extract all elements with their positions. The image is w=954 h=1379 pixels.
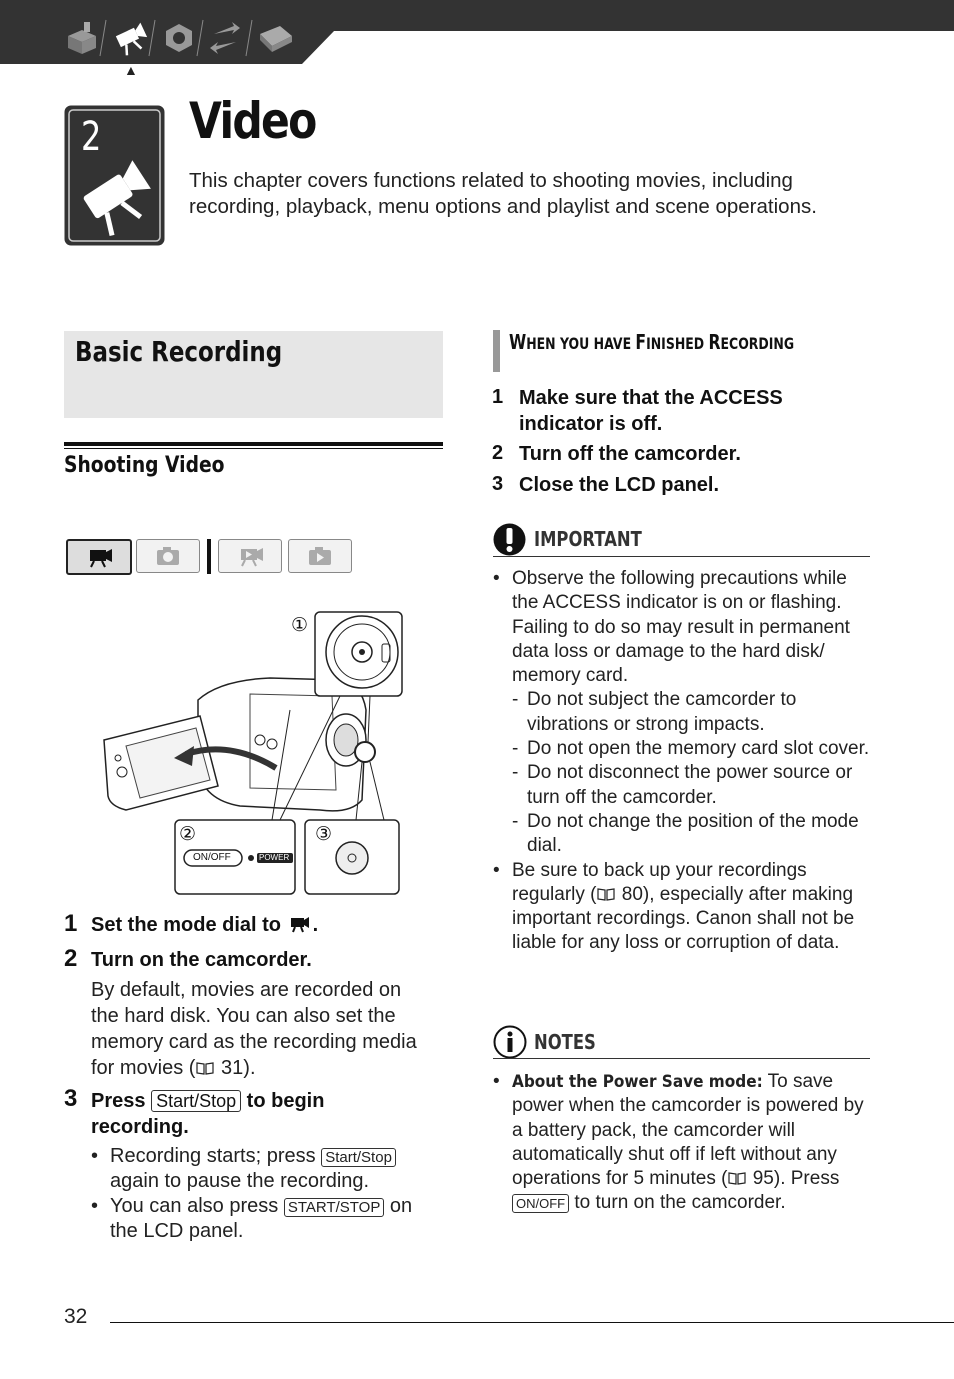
finished-step-3-number: 3 — [492, 473, 504, 495]
callout-3-label: ③ — [315, 824, 333, 845]
heading-bar — [493, 330, 500, 372]
mode-photo-playback — [288, 539, 352, 573]
important-title: IMPORTANT — [534, 527, 642, 551]
list-item: • Recording starts; press Start/Stop again to pause the recording. — [91, 1144, 451, 1194]
finished-step-2-text: Turn off the camcorder. — [519, 443, 741, 465]
list-item: • You can also press START/STOP on the LCD panel. — [91, 1194, 451, 1244]
finished-step-1-text: Make sure that the ACCESS indicator is off. — [519, 387, 783, 435]
movie-record-icon — [68, 541, 130, 573]
section-title: Basic Recording — [75, 335, 283, 368]
chapter-description: This chapter covers functions related to shooting movies, including recording, playback, menu options and playlist and scene operations. — [189, 169, 817, 218]
callout-2-label: ② — [179, 824, 197, 845]
mode-separator — [207, 539, 211, 574]
finished-step-2-number: 2 — [492, 442, 504, 464]
current-tab-indicator: ▲ — [124, 62, 138, 78]
notes-rule — [493, 1058, 870, 1059]
list-item: - Do not change the position of the mode dial. — [512, 810, 871, 859]
step-3-text: Press Start/Stop to begin recording. — [91, 1090, 325, 1138]
notes-title: NOTES — [534, 1030, 596, 1054]
finished-recording-heading: WHEN YOU HAVE FINISHED RECORDING — [509, 330, 795, 354]
page-reference-icon — [195, 1061, 215, 1075]
footer-rule — [110, 1322, 954, 1323]
important-rule — [493, 556, 870, 557]
callout-1-label: ① — [291, 615, 309, 636]
chapter-number: 2 — [81, 114, 102, 160]
page-reference-icon — [596, 887, 616, 901]
photo-icon[interactable] — [162, 22, 196, 54]
list-item: • Observe the following precautions while the ACCESS indicator is on or flashing. Failing to do so may result in permanent data loss or damage to the hard disk/ memory card. - Do not subject the camcorder to vibrations or strong impacts. - Do not open the memory card slot cover. - Do not disconnect the power source or turn off the camcorder. - Do not change the position of the mode dial. — [493, 567, 871, 859]
finished-step-3-text: Close the LCD panel. — [519, 474, 720, 496]
video-camera-icon[interactable] — [112, 20, 150, 56]
subsection-title: Shooting Video — [64, 453, 225, 478]
list-item: - Do not subject the camcorder to vibrations or strong impacts. — [512, 688, 871, 737]
mode-movie-record — [66, 539, 132, 575]
power-label: POWER — [259, 853, 290, 862]
lcd-start-stop-key: START/STOP — [284, 1198, 385, 1217]
step-1-number: 1 — [64, 910, 78, 937]
mode-photo-record — [136, 539, 200, 573]
subsection-rule — [64, 442, 443, 446]
intro-box-icon[interactable] — [64, 20, 100, 56]
start-stop-key: Start/Stop — [151, 1090, 241, 1112]
movie-mode-icon — [287, 914, 313, 934]
chapter-title: Video — [189, 92, 316, 150]
step-2-text: Turn on the camcorder. — [91, 949, 312, 971]
step-3-bullets — [91, 1144, 451, 1244]
start-stop-key: Start/Stop — [321, 1148, 396, 1167]
list-item: - Do not open the memory card slot cover. — [512, 737, 871, 761]
notes-info-icon — [493, 1025, 527, 1059]
camera-icon — [137, 540, 199, 572]
subsection-rule-thin — [64, 448, 443, 449]
important-icon — [493, 523, 526, 556]
onoff-button-label: ON/OFF — [193, 852, 231, 863]
notes-list — [493, 1070, 871, 1216]
external-connections-icon[interactable] — [208, 20, 242, 56]
book-icon[interactable] — [256, 22, 296, 54]
step-3-number: 3 — [64, 1085, 78, 1112]
finished-step-1-number: 1 — [492, 386, 504, 408]
step-2-body: By default, movies are recorded on the hard disk. You can also set the memory card as the recording media for movies ( 31). — [91, 979, 417, 1079]
page-number: 32 — [64, 1305, 88, 1328]
chapter-number-box — [64, 105, 165, 246]
photo-playback-icon — [289, 540, 351, 572]
mode-movie-playback — [218, 539, 282, 573]
list-item: • About the Power Save mode: To save power when the camcorder is powered by a battery pack, the camcorder will automatically shut off if left without any operations for 5 minutes ( 95). Press ON/OFF to turn on the camcorder. — [493, 1070, 871, 1216]
movie-playback-icon — [219, 540, 281, 572]
important-list — [493, 567, 871, 956]
onoff-key: ON/OFF — [512, 1194, 569, 1213]
step-2-number: 2 — [64, 945, 78, 972]
page-reference-icon — [727, 1171, 747, 1185]
list-item: - Do not disconnect the power source or turn off the camcorder. — [512, 761, 871, 810]
precaution-list — [512, 688, 871, 858]
list-item: • Be sure to back up your recordings regularly ( 80), especially after making important recordings. Canon shall not be liable for any loss or corruption of data. — [493, 859, 871, 956]
camcorder-illustration — [100, 610, 405, 900]
step-1-text: Set the mode dial to . — [91, 914, 319, 936]
